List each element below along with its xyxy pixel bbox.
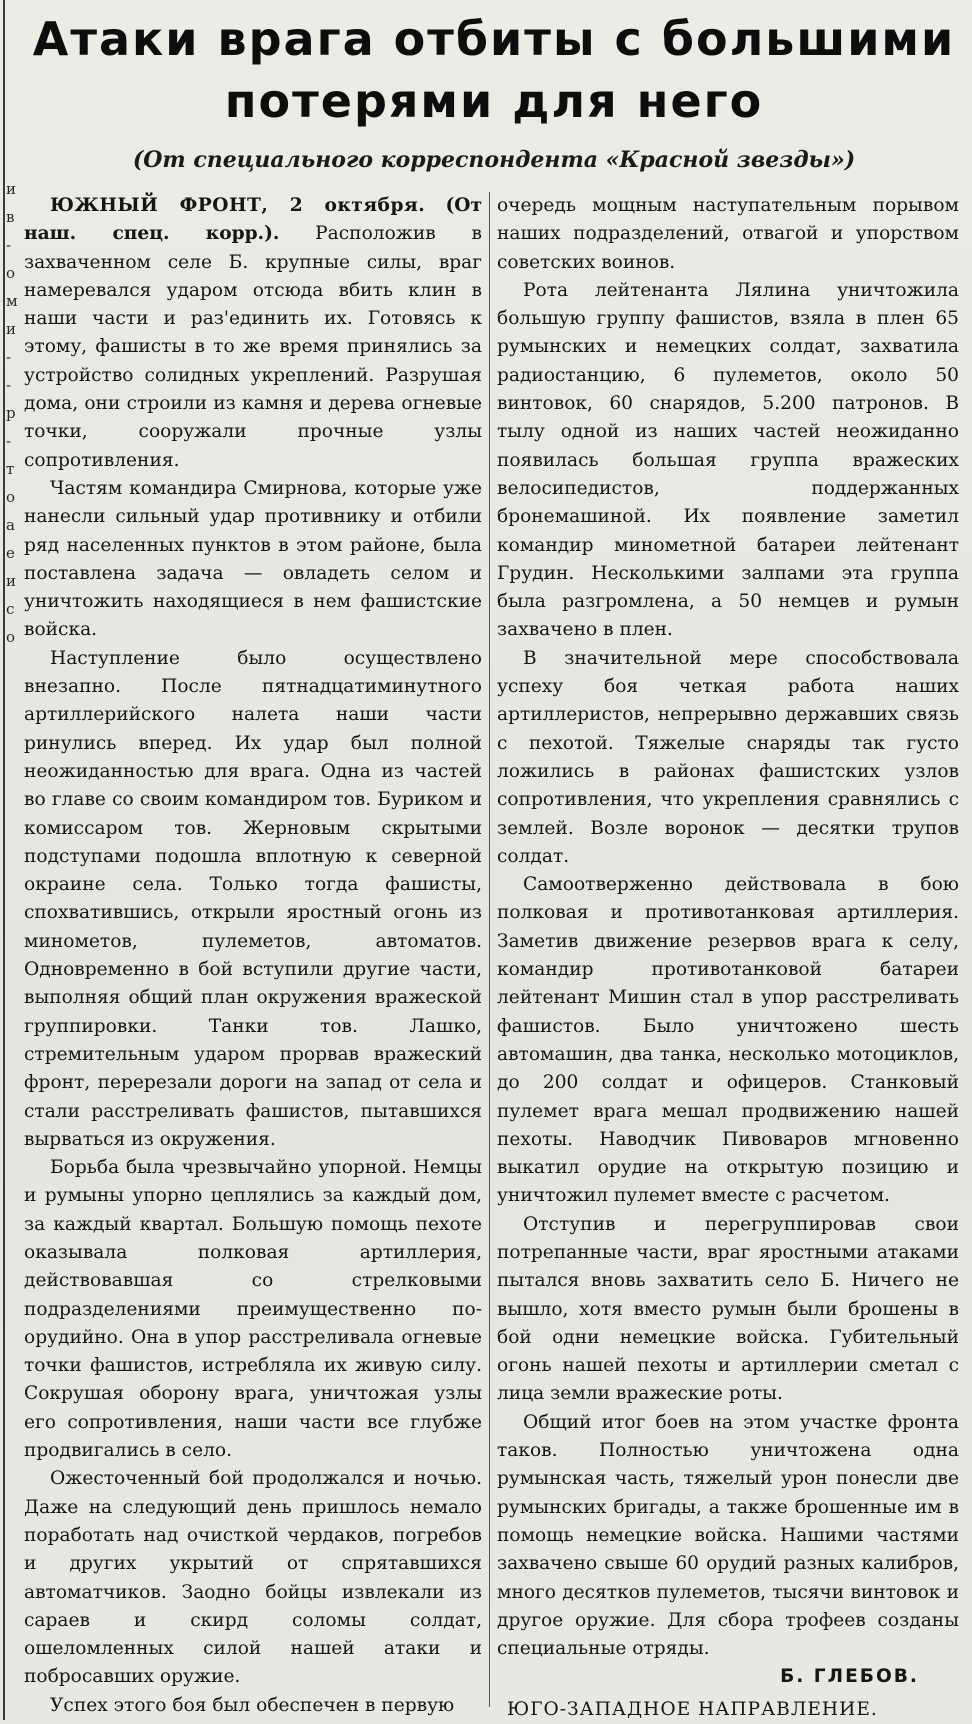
article-paragraph: Наступление было осуществлено внезапно. После пятнадцатиминутного артиллерийского налета наши части ринулись вперед. Их удар был полной неожиданностью для врага. Одна из частей во главе со своим командиром тов. Буриком и комиссаром тов. Жерновым скрытыми подступами подошла вплотную к северной окраине села. Только тогда фашисты, спохватившись, открыли яростный огонь из минометов, пулеметов, автоматов. Одновременно в бой вступили другие части, выполняя общий план окружения вражеской группировки. Танки тов. Лашко, стремительным ударом прорвав вражеский фронт, перерезали дороги на запад от села и стали расстреливать фашистов, пытавшихся вырваться из окружения. [24,647,482,1150]
article-paragraph: Успех этого боя был обеспечен в первую [50,1694,455,1716]
edge-fragment: - [6,432,12,450]
article-paragraph: Общий итог боев на этом участке фронта таков. Полностью уничтожена одна румынская часть, тяжелый урон понесли две румынских бригады, а также брошенные им в помощь немецкие войска. Нашими частями захвачено свыше 60 орудий разных калибров, много десятков пулеметов, тысячи винтовок и другое оружие. Для сбора трофеев созданы специальные отряды. [497,1411,959,1660]
paragraph-text: Расположив в захваченном селе Б. крупные силы, враг намеревался ударом отсюда вбить клин в наши части и раз'единить их. Готовясь к этому, фашисты в то же время принялись за устройство солидных укреплений. Разрушая дома, они строили из камня и дерева огневые точки, сооружали прочные узлы сопротивления. [24,223,482,471]
edge-fragment: и [6,320,16,338]
edge-fragment: о [6,628,16,646]
edge-fragment: т [6,460,15,478]
article-paragraph: Частям командира Смирнова, которые уже нанесли сильный удар противнику и отбили ряд населенных пунктов в этом районе, была поставлена задача — овладеть селом и уничтожить находящиеся в нем фашистские войска. [24,477,482,641]
article-byline: (От специального корреспондента «Красной звезды») [132,147,856,173]
edge-fragment: о [6,488,16,506]
front-direction: ЮГО-ЗАПАДНОЕ НАПРАВЛЕНИЕ. [507,1698,878,1720]
article-paragraph: Самоотверженно действовала в бою полковая и противотанковая артиллерия. Заметив движение резервов врага к селу, командир противотанковой батареи лейтенант Мишин стал в упор расстреливать фашистов. Было уничтожено шесть автомашин, два танка, несколько мотоциклов, до 200 солдат и офицеров. Станковый пулемет врага мешал продвижению нашей пехоты. Наводчик Пивоваров мгновенно выкатил орудие на открытую позицию и уничтожил пулемет вместе с расчетом. [497,874,959,1207]
edge-fragment: и [6,572,16,590]
article-paragraph: Борьба была чрезвычайно упорной. Немцы и румыны упорно цеплялись за каждый дом, за каждый квартал. Большую помощь пехоте оказывала полковая артиллерия, действовавшая со стрелковыми подразделениями преимущественно по-орудийно. Она в упор расстреливала огневые точки фашистов, истребляла их живую силу. Сокрушая оборону врага, уничтожая узлы его сопротивления, наши части все глубже продвигались в село. [24,1157,482,1462]
dateline-note: (От наш. спец. корр.). [24,195,483,245]
article-paragraph: Отступив и перегруппировав свои потрепанные части, враг яростными атаками пытался вновь захватить село Б. Ничего не вышло, хотя вместо румын были брошены в бой одни немецкие войска. Губительный огонь нашей пехоты и артиллерии сметал с лица земли вражеские роты. [497,1213,959,1405]
article-paragraph [24,192,482,475]
adjacent-column-fragments [6,175,20,651]
edge-fragment: - [6,376,12,394]
edge-fragment: р [6,404,16,422]
edge-fragment: е [6,544,15,562]
edge-fragment: о [6,264,16,282]
page-edge-rule [3,0,5,1720]
article-headline [24,8,964,132]
column-divider [489,192,490,1707]
article-paragraph: Рота лейтенанта Лялина уничтожила большую группу фашистов, взяла в плен 65 румынских и немецких солдат, захватила радиостанцию, 6 пулеметов, около 50 винтовок, 60 снарядов, 5.200 патронов. В тылу одной из наших частей неожиданно появилась большая группа вражеских велосипедистов, поддержанных бронемашиной. Их появление заметил командир минометной батареи лейтенант Грудин. Несколькими залпами эта группа была разгромлена, а 50 немцев и румын захвачено в плен. [497,279,959,641]
article-paragraph: В значительной мере способствовала успеху боя четкая работа наших артиллеристов, непрерывно державших связь с пехотой. Тяжелые снаряды так густо ложились в районах фашистских узлов сопротивления, что укрепления сравнялись с землей. Возле воронок — десятки трупов солдат. [497,647,959,867]
article-paragraph: Ожесточенный бой продолжался и ночью. Даже на следующий день пришлось немало поработать над очисткой чердаков, погребов и других укрытий от спрятавшихся автоматчиков. Заодно бойцы извлекали из сараев и скирд соломы солдат, ошеломленных силой нашей атаки и побросавших оружие. [24,1468,482,1688]
article-column-left [24,192,482,1720]
article-paragraph: очередь мощным наступательным порывом наших подразделений, отвагой и упорством советских воинов. [497,195,959,273]
headline-line-1: Атаки врага отбиты с большими [32,12,956,66]
edge-fragment: с [6,600,15,618]
edge-fragment: - [6,236,12,254]
article-column-right [497,192,959,1724]
headline-line-2: потерями для него [224,74,764,128]
edge-fragment: м [6,292,18,310]
edge-fragment: - [6,348,12,366]
edge-fragment: в [6,208,15,226]
author-signature: Б. ГЛЕБОВ. [780,1666,919,1688]
dateline: ЮЖНЫЙ ФРОНТ, 2 октября. [50,195,426,216]
edge-fragment: и [6,180,16,198]
edge-fragment: а [6,516,15,534]
